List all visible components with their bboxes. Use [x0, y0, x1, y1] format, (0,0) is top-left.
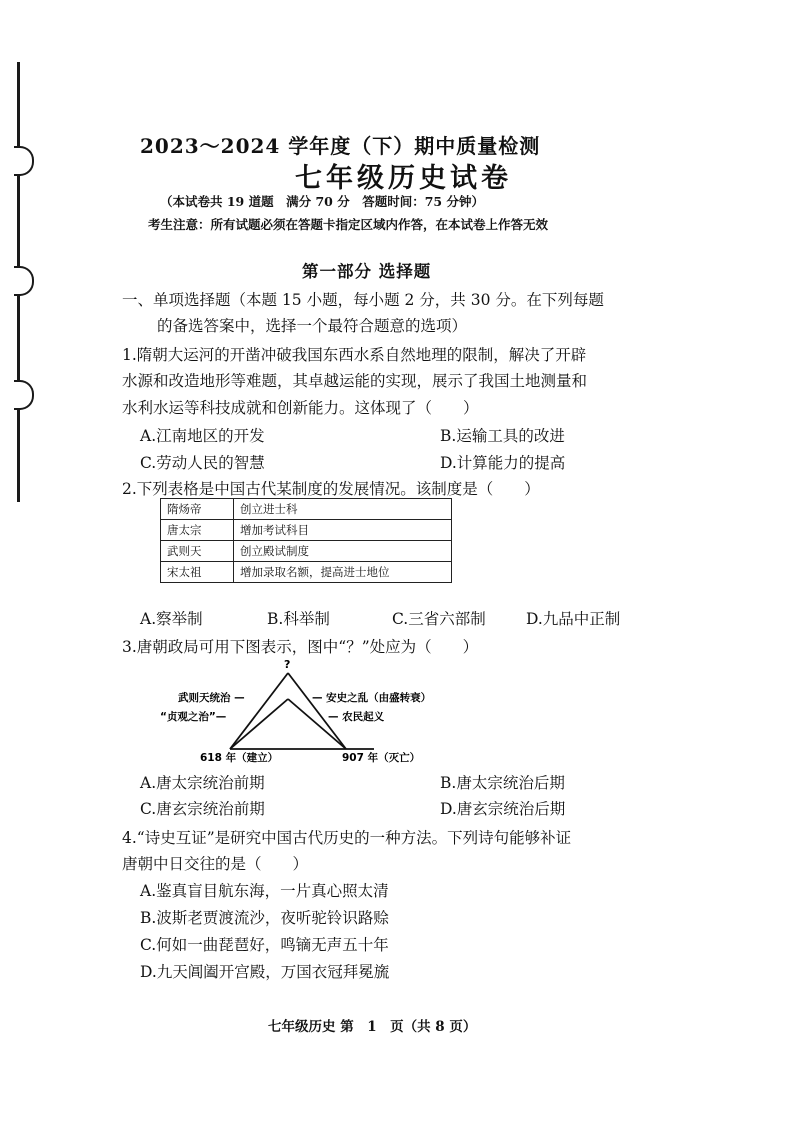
table-cell: 唐太宗 [161, 520, 234, 541]
option-a[interactable]: A.察举制 [140, 610, 203, 628]
question-2-stem: 2.下列表格是中国古代某制度的发展情况。该制度是（ ） [122, 480, 540, 498]
exam-title: 2023～2024 学年度（下）期中质量检测 [140, 134, 541, 158]
option-b[interactable]: B.运输工具的改进 [440, 427, 565, 445]
tang-politics-diagram [160, 657, 460, 763]
option-d[interactable]: D.九天阊阖开宫殿，万国衣冠拜冕旒 [140, 963, 390, 981]
exam-notice: 考生注意：所有试题必须在答题卡指定区域内作答，在本试卷上作答无效 [148, 217, 549, 232]
left-upper-label: 武则天统治 — [178, 692, 245, 704]
table-row [161, 520, 452, 541]
table-row [161, 541, 452, 562]
option-a[interactable]: A.唐太宗统治前期 [140, 774, 265, 792]
peak-label: ? [284, 658, 291, 671]
table-cell: 创立殿试制度 [234, 541, 452, 562]
option-d[interactable]: D.九品中正制 [526, 610, 621, 628]
table-row [161, 499, 452, 520]
question-4-stem: 唐朝中日交往的是（ ） [122, 855, 309, 873]
option-d[interactable]: D.唐玄宗统治后期 [440, 800, 566, 818]
institution-table [160, 498, 452, 583]
option-a[interactable]: A.江南地区的开发 [140, 427, 265, 445]
option-c[interactable]: C.劳动人民的智慧 [140, 454, 265, 472]
table-cell: 增加录取名额，提高进士地位 [234, 562, 452, 583]
rise-line-outer [230, 673, 288, 749]
right-upper-label: — 安史之乱（由盛转衰） [312, 692, 432, 704]
table-row [161, 562, 452, 583]
fall-line-inner [288, 699, 346, 749]
section-title: 第一部分 选择题 [302, 262, 432, 281]
table-cell: 宋太祖 [161, 562, 234, 583]
end-label: 907 年（灭亡） [342, 752, 421, 763]
binding-hole [14, 380, 34, 410]
page-footer: 七年级历史 第 1 页（共 8 页） [268, 1019, 477, 1035]
option-b[interactable]: B.波斯老贾渡流沙，夜听驼铃识路赊 [140, 909, 389, 927]
exam-info: （本试卷共 19 道题 满分 70 分 答题时间：75 分钟） [160, 194, 484, 209]
option-a[interactable]: A.鉴真盲目航东海，一片真心照太清 [140, 882, 389, 900]
binding-hole [14, 266, 34, 296]
question-4-stem: 4.“诗史互证”是研究中国古代历史的一种方法。下列诗句能够补证 [122, 829, 572, 847]
option-b[interactable]: B.唐太宗统治后期 [440, 774, 565, 792]
table-cell: 武则天 [161, 541, 234, 562]
question-1-stem: 水源和改造地形等难题，其卓越运能的实现，展示了我国土地测量和 [122, 372, 588, 390]
question-1-stem: 水利水运等科技成就和创新能力。这体现了（ ） [122, 399, 479, 417]
left-lower-label: “贞观之治”— [160, 711, 227, 723]
option-d[interactable]: D.计算能力的提高 [440, 454, 566, 472]
table-cell: 隋炀帝 [161, 499, 234, 520]
instructions-line: 的备选答案中，选择一个最符合题意的选项） [157, 317, 468, 335]
option-b[interactable]: B.科举制 [267, 610, 330, 628]
option-c[interactable]: C.唐玄宗统治前期 [140, 800, 265, 818]
start-label: 618 年（建立） [200, 752, 279, 763]
paper-title: 七年级历史试卷 [295, 163, 512, 194]
right-lower-label: — 农民起义 [328, 711, 385, 723]
table-cell: 增加考试科目 [234, 520, 452, 541]
table-cell: 创立进士科 [234, 499, 452, 520]
option-c[interactable]: C.何如一曲琵琶好，鸣镝无声五十年 [140, 936, 389, 954]
binding-hole [14, 146, 34, 176]
question-3-stem: 3.唐朝政局可用下图表示，图中“？”处应为（ ） [122, 638, 479, 656]
instructions-line: 一、单项选择题（本题 15 小题，每小题 2 分，共 30 分。在下列每题 [122, 291, 604, 309]
option-c[interactable]: C.三省六部制 [392, 610, 486, 628]
rise-line-inner [230, 699, 288, 749]
question-1-stem: 1.隋朝大运河的开凿冲破我国东西水系自然地理的限制，解决了开辟 [122, 346, 587, 364]
